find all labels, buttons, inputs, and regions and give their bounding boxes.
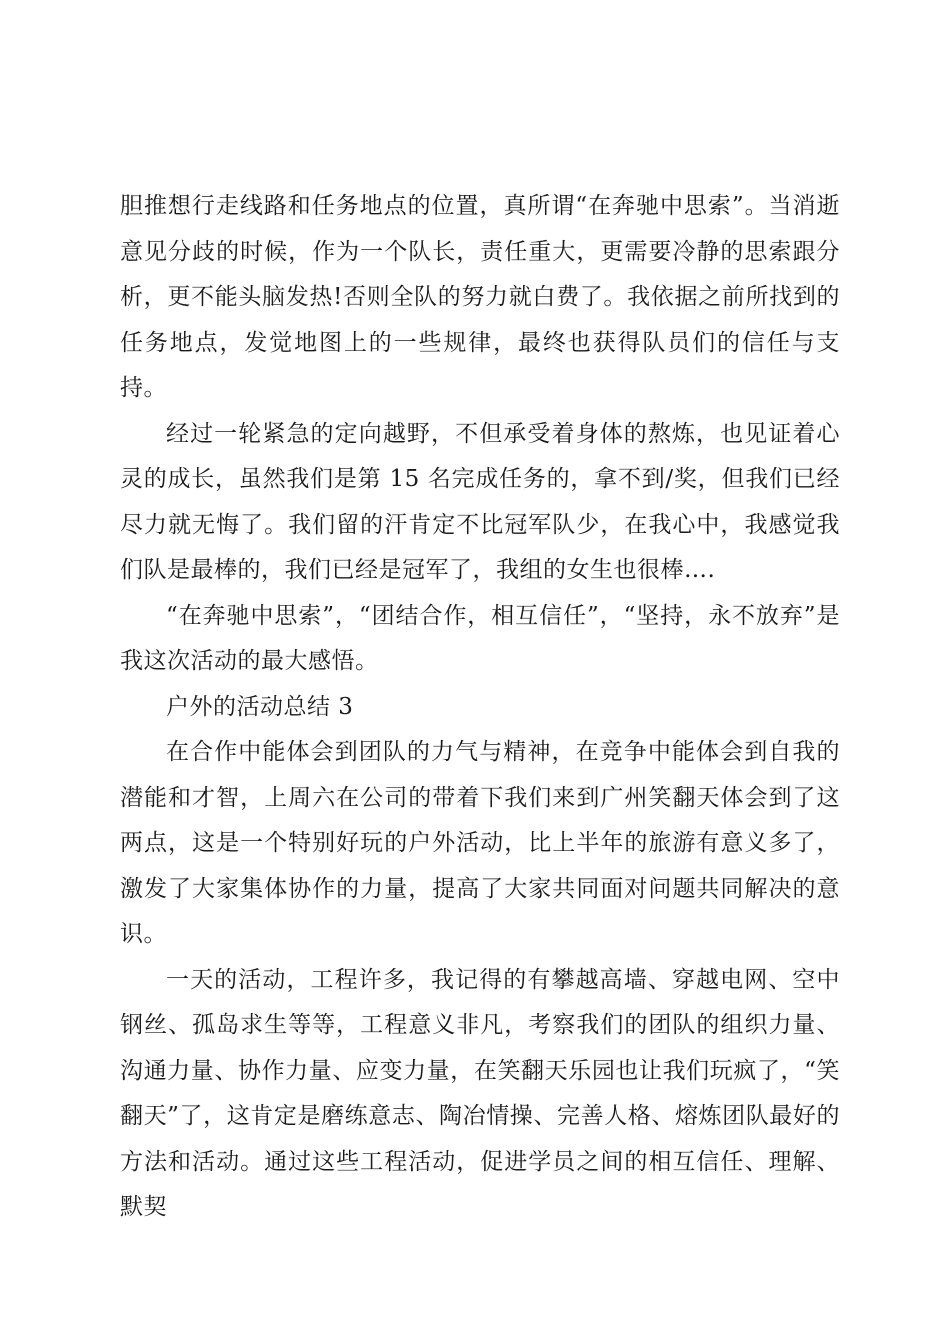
paragraph-activities: 一天的活动，工程许多，我记得的有攀越高墙、穿越电网、空中钢丝、孤岛求生等等，工程意义非凡，考察我们的团队的组织力量、沟通力量、协作力量、应变力量，在笑翻天乐园也让我们玩疯了，“笑翻天”了，这肯定是磨练意志、陶冶情操、完善人格、熔炼团队最好的方法和活动。通过这些工程活动，促进学员之间的相互信任、理解、默契 bbox=[120, 966, 840, 1220]
document-body bbox=[120, 184, 840, 1231]
section-heading: 户外的活动总结 3 bbox=[166, 693, 354, 720]
paragraph-insight: “在奔驰中思索”，“团结合作，相互信任”，“坚持，永不放弃”是我这次活动的最大感悟。 bbox=[120, 602, 840, 674]
paragraph-orienteering: 经过一轮紧急的定向越野，不但承受着身体的熬炼，也见证着心灵的成长，虽然我们是第 15 名完成任务的，拿不到/奖，但我们已经尽力就无悔了。我们留的汗肯定不比冠军队少，在我心中，我感觉我们队是最棒的，我们已经是冠军了，我组的女生也很棒…. bbox=[120, 420, 840, 583]
paragraph-continuation: 胆推想行走线路和任务地点的位置，真所谓“在奔驰中思索”。当消逝意见分歧的时候，作为一个队长，责任重大，更需要冷静的思索跟分析，更不能头脑发热!否则全队的努力就白费了。我依据之前所找到的任务地点，发觉地图上的一些规律，最终也获得队员们的信任与支持。 bbox=[120, 193, 840, 401]
paragraph-teamwork: 在合作中能体会到团队的力气与精神，在竞争中能体会到自我的潜能和才智，上周六在公司的带着下我们来到广州笑翻天体会到了这两点，这是一个特别好玩的户外活动，比上半年的旅游有意义多了，激发了大家集体协作的力量，提高了大家共同面对问题共同解决的意识。 bbox=[120, 739, 840, 947]
